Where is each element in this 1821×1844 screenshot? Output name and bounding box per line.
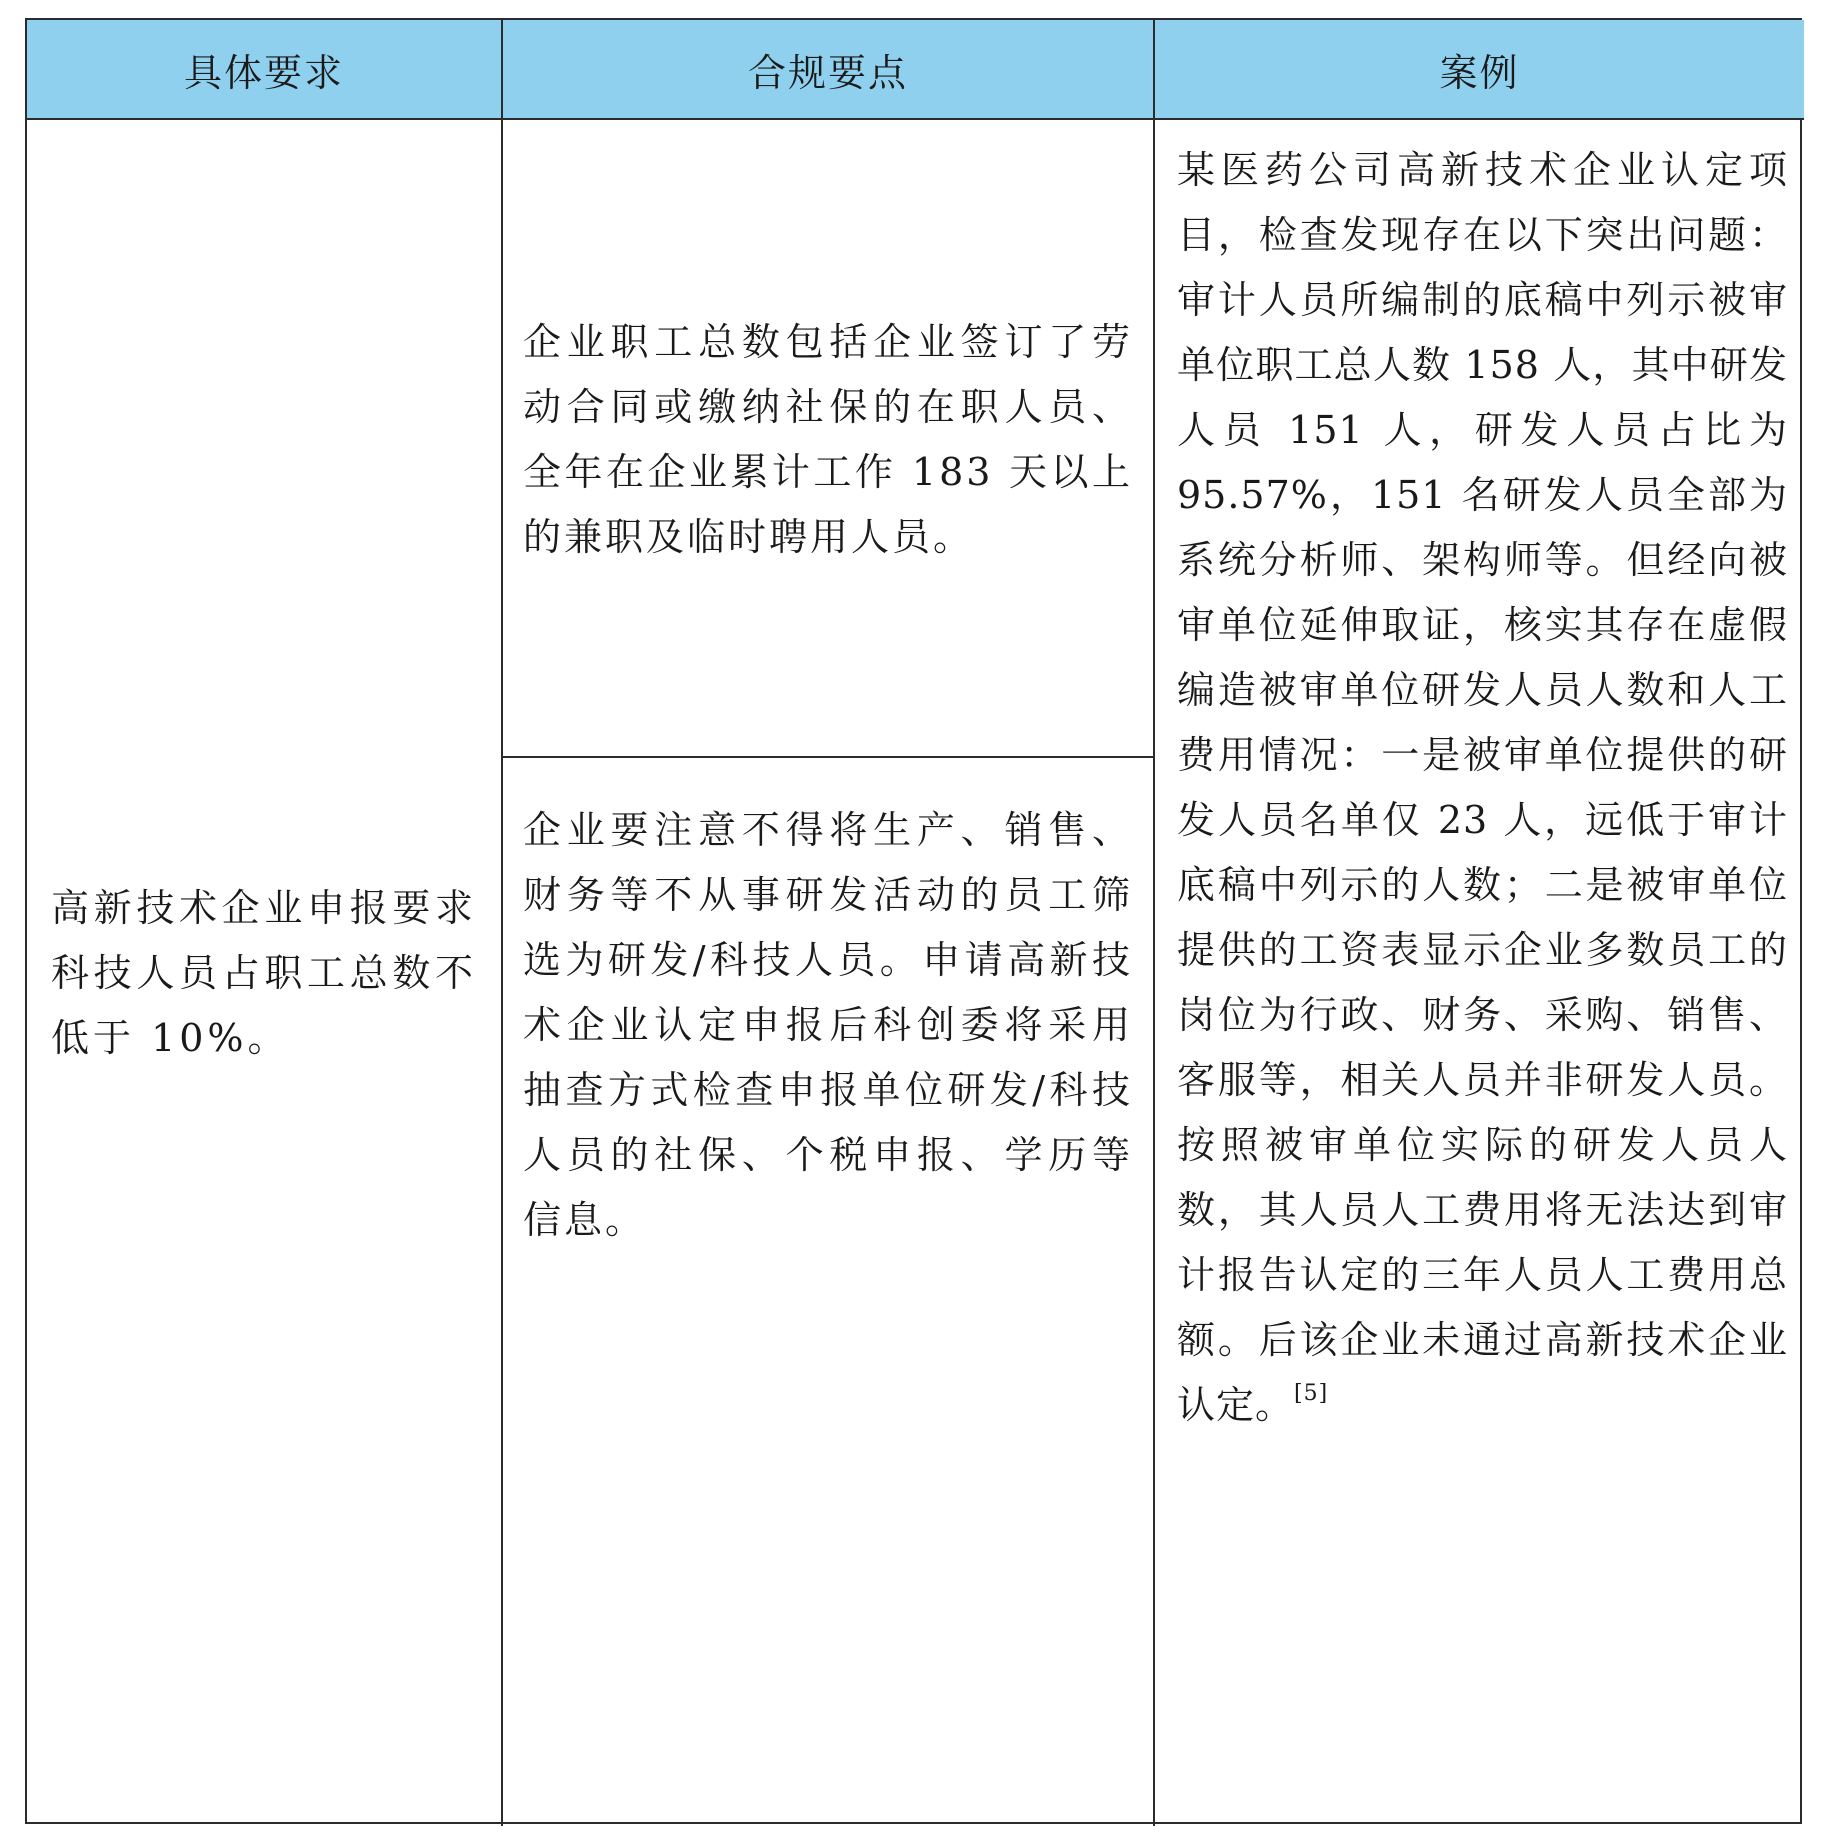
compliance-table [25,18,1802,1824]
header-case: 案例 [1155,20,1804,120]
compliance-point-cell-1 [503,120,1155,758]
requirement-cell [27,120,503,1826]
header-requirement: 具体要求 [27,20,503,120]
compliance-point-text-1: 企业职工总数包括企业签订了劳动合同或缴纳社保的在职人员、全年在企业累计工作 183 天以上的兼职及临时聘用人员。 [523,320,1133,559]
case-cell [1155,120,1804,1826]
header-compliance-points: 合规要点 [503,20,1155,120]
case-paragraph [1177,138,1788,1438]
compliance-point-text-2: 企业要注意不得将生产、销售、财务等不从事研发活动的员工筛选为研发/科技人员。申请高新技术企业认定申报后科创委将采用抽查方式检查申报单位研发/科技人员的社保、个税申报、学历等信息。 [523,808,1133,1242]
case-citation: [5] [1294,1381,1329,1406]
requirement-text: 高新技术企业申报要求科技人员占职工总数不低于 10%。 [51,885,477,1060]
case-text: 某医药公司高新技术企业认定项目，检查发现存在以下突出问题：审计人员所编制的底稿中列示被审单位职工总人数 158 人，其中研发人员 151 人，研发人员占比为 95.57%，151 名研发人员全部为系统分析师、架构师等。但经向被审单位延伸取证，核实其存在虚假编造被审单位研发人员人数和人工费用情况：一是被审单位提供的研发人员名单仅 23 人，远低于审计底稿中列示的人数；二是被审单位提供的工资表显示企业多数员工的岗位为行政、财务、采购、销售、客服等，相关人员并非研发人员。按照被审单位实际的研发人员人数，其人员人工费用将无法达到审计报告认定的三年人员人工费用总额。后该企业未通过高新技术企业认定。 [1177,148,1788,1427]
compliance-point-cell-2 [503,758,1155,1826]
